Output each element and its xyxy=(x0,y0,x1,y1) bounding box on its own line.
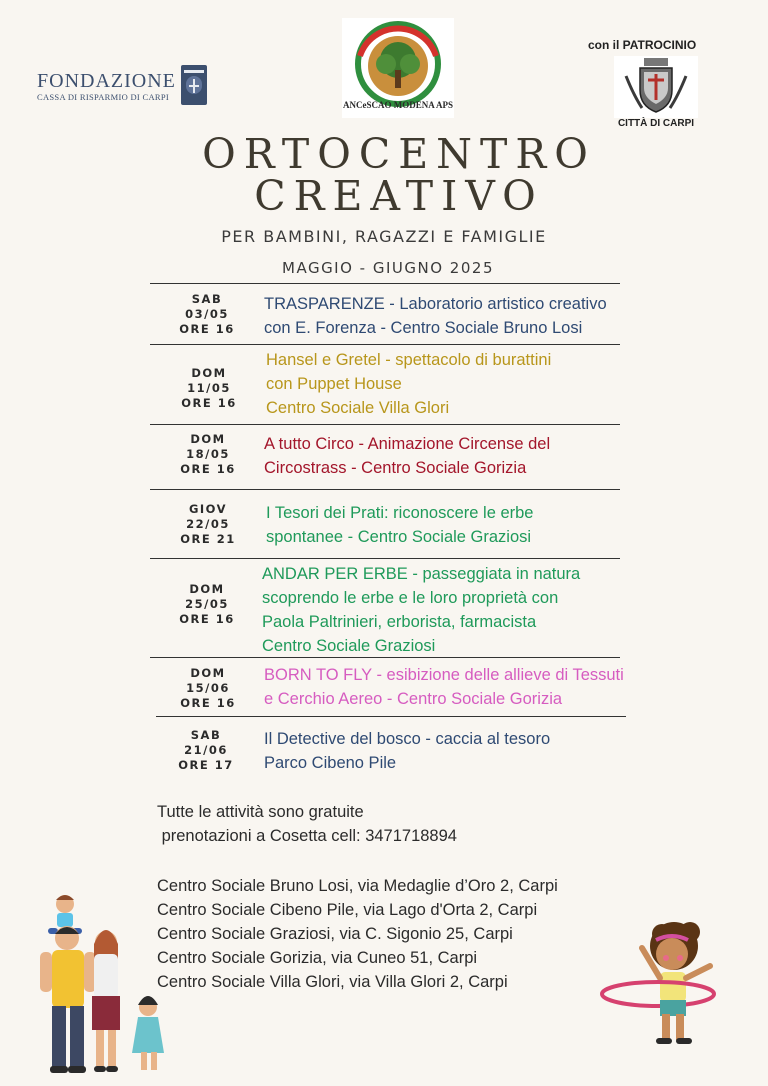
event-day: SAB xyxy=(191,292,223,306)
event-date-value: 15/06 xyxy=(186,681,230,695)
event-date xyxy=(158,502,258,547)
carpi-coat-of-arms-icon xyxy=(614,56,698,118)
event-time: ORE 16 xyxy=(179,322,235,336)
event-line: Parco Cibeno Pile xyxy=(264,754,397,772)
event-time: ORE 17 xyxy=(178,758,234,772)
period: MAGGIO - GIUGNO 2025 xyxy=(282,259,494,277)
address-item: Centro Sociale Cibeno Pile, via Lago d'Orta 2, Carpi xyxy=(157,901,538,919)
event-line: I Tesori dei Prati: riconoscere le erbe xyxy=(266,504,534,522)
event-day: DOM xyxy=(190,666,226,680)
event-time: ORE 16 xyxy=(180,462,236,476)
event-date xyxy=(157,582,257,627)
divider xyxy=(156,716,626,717)
event-line: con E. Forenza - Centro Sociale Bruno Losi xyxy=(264,319,583,337)
event-day: SAB xyxy=(190,728,222,742)
title-line-1: ORTOCENTRO xyxy=(202,130,596,178)
address-item: Centro Sociale Bruno Losi, via Medaglie d’Oro 2, Carpi xyxy=(157,877,558,895)
divider xyxy=(150,344,620,345)
event-date xyxy=(156,728,256,773)
event-date xyxy=(158,666,258,711)
fondazione-logo-name: FONDAZIONE xyxy=(37,70,176,92)
fondazione-logo-subtitle: CASSA DI RISPARMIO DI CARPI xyxy=(37,92,170,102)
event-date xyxy=(159,366,259,411)
event-line: Circostrass - Centro Sociale Gorizia xyxy=(264,459,527,477)
address-item: Centro Sociale Villa Glori, via Villa Glori 2, Carpi xyxy=(157,973,508,991)
event-description xyxy=(264,292,607,340)
event-time: ORE 16 xyxy=(179,612,235,626)
event-description xyxy=(266,501,534,549)
address-item: Centro Sociale Gorizia, via Cuneo 51, Carpi xyxy=(157,949,478,967)
free-activities-note: Tutte le attività sono gratuite xyxy=(157,803,364,821)
event-description xyxy=(262,562,580,658)
event-time: ORE 21 xyxy=(180,532,236,546)
event-time: ORE 16 xyxy=(180,696,236,710)
event-date xyxy=(157,292,257,337)
event-time: ORE 16 xyxy=(181,396,237,410)
event-line: Centro Sociale Villa Glori xyxy=(266,399,450,417)
event-description xyxy=(264,663,624,711)
citta-di-carpi-label: CITTÀ DI CARPI xyxy=(617,118,695,129)
event-line: ANDAR PER ERBE - passeggiata in natura xyxy=(262,565,581,583)
event-line: con Puppet House xyxy=(266,375,402,393)
event-date-value: 03/05 xyxy=(185,307,229,321)
event-line: e Cerchio Aereo - Centro Sociale Gorizia xyxy=(264,690,563,708)
event-description xyxy=(266,348,551,420)
event-day: DOM xyxy=(191,366,227,380)
event-line: A tutto Circo - Animazione Circense del xyxy=(264,435,551,453)
divider xyxy=(150,657,620,658)
event-day: GIOV xyxy=(188,502,228,516)
divider xyxy=(150,558,620,559)
hula-hoop-child-illustration-icon xyxy=(598,918,732,1050)
divider xyxy=(150,489,620,490)
event-date-value: 25/05 xyxy=(185,597,229,611)
event-date xyxy=(158,432,258,477)
event-day: DOM xyxy=(189,582,225,596)
fondazione-crest-icon xyxy=(180,64,208,106)
event-line: BORN TO FLY - esibizione delle allieve di Tessuti xyxy=(264,666,624,684)
event-line: TRASPARENZE - Laboratorio artistico creativo xyxy=(264,295,607,313)
event-date-value: 11/05 xyxy=(187,381,231,395)
subtitle: PER BAMBINI, RAGAZZI E FAMIGLIE xyxy=(221,227,547,246)
event-line: Hansel e Gretel - spettacolo di burattini xyxy=(266,351,552,369)
event-line: Il Detective del bosco - caccia al tesoro xyxy=(264,730,551,748)
event-date-value: 21/06 xyxy=(184,743,228,757)
title-line-2: CREATIVO xyxy=(254,172,544,220)
ancescao-logo-name: ANCeSCAO MODENA APS xyxy=(342,100,453,110)
booking-info: prenotazioni a Cosetta cell: 3471718894 xyxy=(157,827,457,845)
event-day: DOM xyxy=(190,432,226,446)
family-illustration-icon xyxy=(30,892,170,1077)
event-line: spontanee - Centro Sociale Graziosi xyxy=(266,528,532,546)
divider xyxy=(150,283,620,284)
event-description xyxy=(264,727,550,775)
address-item: Centro Sociale Graziosi, via C. Sigonio 25, Carpi xyxy=(157,925,513,943)
event-line: scoprendo le erbe e le loro proprietà con xyxy=(262,589,559,607)
event-line: Centro Sociale Graziosi xyxy=(262,637,436,655)
event-line: Paola Paltrinieri, erborista, farmacista xyxy=(262,613,537,631)
event-description xyxy=(264,432,550,480)
event-date-value: 22/05 xyxy=(186,517,230,531)
event-date-value: 18/05 xyxy=(186,447,230,461)
patrocinio-label: con il PATROCINIO xyxy=(588,38,697,52)
divider xyxy=(150,424,620,425)
